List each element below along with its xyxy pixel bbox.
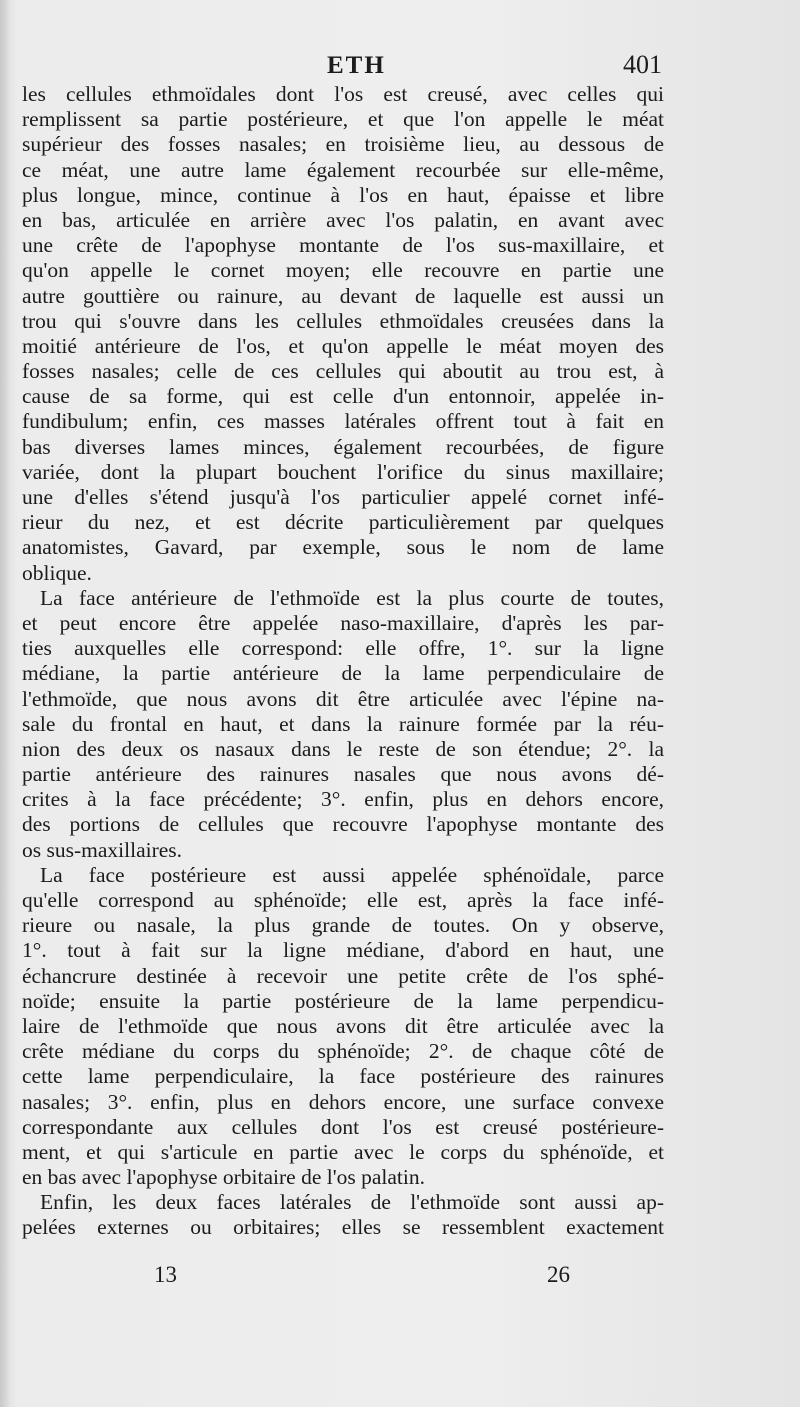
text-line: trou qui s'ouvre dans les cellules ethmoïdales creusées dans la <box>22 308 664 333</box>
text-line: noïde; ensuite la partie postérieure de la lame perpendicu- <box>22 988 664 1013</box>
text-line: ment, et qui s'articule en partie avec le corps du sphénoïde, et <box>22 1139 664 1164</box>
text-line: les cellules ethmoïdales dont l'os est creusé, avec celles qui <box>22 82 664 106</box>
text-line: crête médiane du corps du sphénoïde; 2°. de chaque côté de <box>22 1039 664 1064</box>
printer-signature <box>22 1262 664 1292</box>
text-line: des portions de cellules que recouvre l'apophyse montante des <box>22 812 664 837</box>
text-line: l'ethmoïde, que nous avons dit être articulée avec l'épine na- <box>22 686 664 711</box>
page-header <box>22 48 662 82</box>
text-line: cette lame perpendiculaire, la face postérieure des rainures <box>22 1064 664 1089</box>
text-line: oblique. <box>22 560 92 585</box>
page-number: 401 <box>623 50 662 79</box>
text-line: autre gouttière ou rainure, au devant de laquelle est aussi un <box>22 283 664 308</box>
text-line: qu'elle correspond au sphénoïde; elle est, après la face infé- <box>22 888 664 912</box>
text-line: fundibulum; enfin, ces masses latérales offrent tout à fait en <box>22 409 664 434</box>
text-line: bas diverses lames minces, également recourbées, de figure <box>22 434 664 459</box>
text-line: 1°. tout à fait sur la ligne médiane, d'abord en haut, une <box>22 938 664 963</box>
text-line: échancrure destinée à recevoir une petite crête de l'os sphé- <box>22 963 664 988</box>
paragraph-start-line: La face antérieure de l'ethmoïde est la plus courte de toutes, <box>40 585 664 610</box>
text-line: ce méat, une autre lame également recourbée sur elle-même, <box>22 157 664 182</box>
text-line: anatomistes, Gavard, par exemple, sous le nom de lame <box>22 535 664 560</box>
text-line: laire de l'ethmoïde que nous avons dit être articulée avec la <box>22 1013 664 1038</box>
text-line: cause de sa forme, qui est celle d'un entonnoir, appelée in- <box>22 384 664 409</box>
text-line: une crête de l'apophyse montante de l'os sus-maxillaire, et <box>22 233 664 258</box>
text-line: variée, dont la plupart bouchent l'orifice du sinus maxillaire; <box>22 459 664 484</box>
text-line: sale du frontal en haut, et dans la rainure formée par la réu- <box>22 711 664 736</box>
text-line: nion des deux os nasaux dans le reste de son étendue; 2°. la <box>22 736 664 761</box>
text-line: crites à la face précédente; 3°. enfin, plus en dehors encore, <box>22 787 664 812</box>
text-line: nasales; 3°. enfin, plus en dehors encore, une surface convexe <box>22 1089 664 1114</box>
text-line: supérieur des fosses nasales; en troisième lieu, au dessous de <box>22 132 664 157</box>
text-line: os sus-maxillaires. <box>22 837 183 862</box>
signature-mark-right: 26 <box>547 1262 570 1287</box>
text-line: et peut encore être appelée naso-maxillaire, d'après les par- <box>22 610 664 635</box>
text-line: ties auxquelles elle correspond: elle offre, 1°. sur la ligne <box>22 636 664 661</box>
text-line: rieur du nez, et est décrite particulièrement par quelques <box>22 510 664 535</box>
text-line: partie antérieure des rainures nasales que nous avons dé- <box>22 762 664 787</box>
running-head: ETH <box>327 52 386 79</box>
text-line: remplissent sa partie postérieure, et que l'on appelle le méat <box>22 107 664 132</box>
paragraph-start-line: La face postérieure est aussi appelée sphénoïdale, parce <box>40 862 664 887</box>
page-edge-shadow <box>0 0 10 1407</box>
text-line: correspondante aux cellules dont l'os est creusé postérieure- <box>22 1114 664 1139</box>
text-line: fosses nasales; celle de ces cellules qui aboutit au trou est, à <box>22 359 664 384</box>
text-line: en bas avec l'apophyse orbitaire de l'os palatin. <box>22 1165 425 1190</box>
page-body-text <box>22 82 664 1241</box>
paragraph-start-line: Enfin, les deux faces latérales de l'ethmoïde sont aussi ap- <box>40 1190 664 1215</box>
text-line: qu'on appelle le cornet moyen; elle recouvre en partie une <box>22 258 664 283</box>
text-line: plus longue, mince, continue à l'os en haut, épaisse et libre <box>22 182 664 207</box>
signature-mark-left: 13 <box>154 1262 177 1287</box>
text-line: pelées externes ou orbitaires; elles se ressemblent exactement <box>22 1215 664 1240</box>
text-line: une d'elles s'étend jusqu'à l'os particulier appelé cornet infé- <box>22 485 664 509</box>
text-line: moitié antérieure de l'os, et qu'on appelle le méat moyen des <box>22 333 664 358</box>
text-line: médiane, la partie antérieure de la lame perpendiculaire de <box>22 661 664 686</box>
text-line: en bas, articulée en arrière avec l'os palatin, en avant avec <box>22 207 664 232</box>
text-line: rieure ou nasale, la plus grande de toutes. On y observe, <box>22 913 664 938</box>
